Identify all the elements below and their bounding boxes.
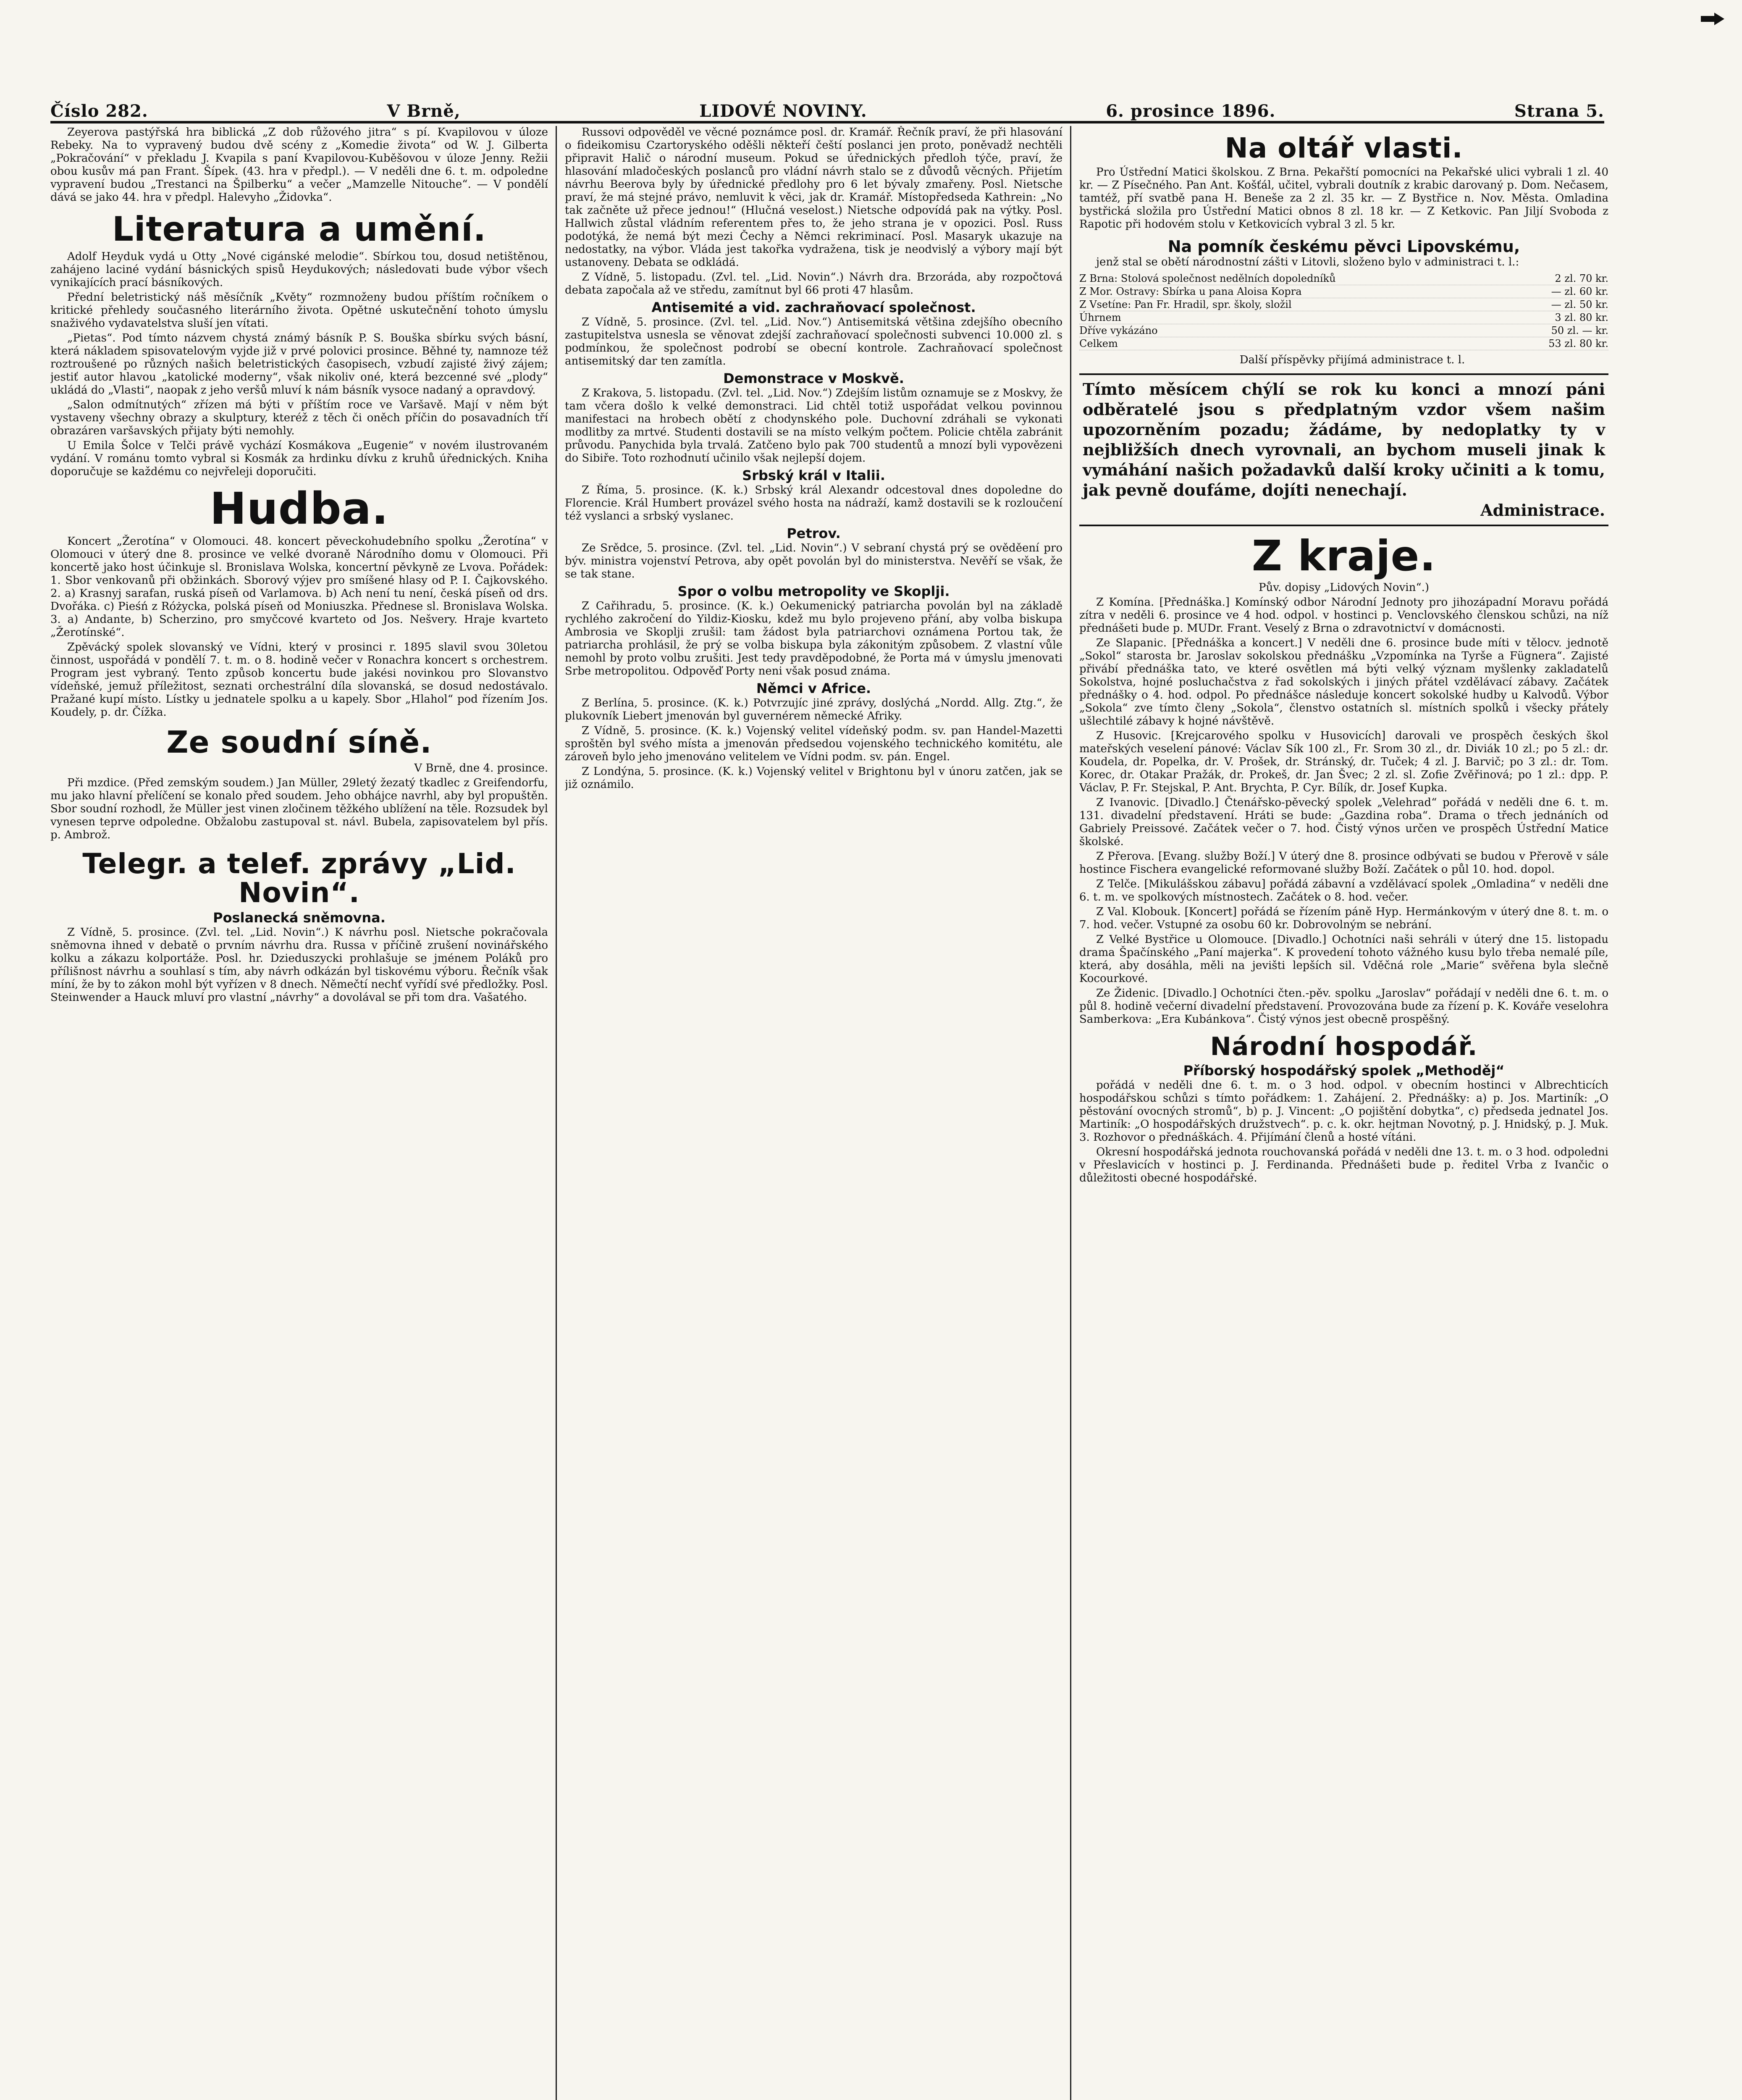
article-paragraph: Ze Židenic. [Divadlo.] Ochotníci čten.-pěv. spolku „Jaroslav“ pořádají v neděli dne 6. t. m. o půl 8. hodině večerní divadelní představení. Provozována bude za řízení p. K. Kováře veselohra Samberkova: „Era Kubánkova“. Čistý výnos jest obecně prospěšný. bbox=[1079, 987, 1608, 1026]
subheading: Spor o volbu metropolity ve Skoplji. bbox=[677, 583, 950, 599]
article-paragraph: Z Berlína, 5. prosince. (K. k.) Potvrzujíc jiné zprávy, doslýchá „Nordd. Allg. Ztg.“, že plukovník Liebert jmenován byl guvernérem německé Afriky. bbox=[565, 697, 1063, 722]
article-paragraph: Z Vídně, 5. prosince. (Zvl. tel. „Lid. Nov.“) Antisemitská většina zdejšího obecního zastupitelstva usnesla se věnovat zdejší zachraňovací společnosti subvenci 10.000 zl. s podmínkou, že společnost podrobí se obecní kontrole. Zachraňovací společnost antisemitský dar ten zamítla. bbox=[565, 316, 1063, 368]
article-paragraph: Z Telče. [Mikulášskou zábavu] pořádá zábavní a vzdělávací spolek „Omladina“ v neděli dne 6. t. m. ve spolkových místnostech. Začátek o 8. hod. večer. bbox=[1079, 878, 1608, 904]
table-row: Z Brna: Stolová společnost nedělních dopoledníků 2 zl. 70 kr. bbox=[1079, 273, 1608, 285]
notice-text: Tímto měsícem chýlí se rok ku konci a mnozí páni odběratelé jsou s předplatným vzdor všem našim upozorněním pozadu; žádáme, by nedoplatky ty v nejbližších dnech vyrovnali, an bychom museli jinak k vymáhání našich požadavků další kroky učiniti a k tomu, jak pevně doufáme, dojíti nenechají. bbox=[1083, 380, 1605, 500]
section-heading-fatherland: Na oltář vlasti. bbox=[1225, 132, 1463, 164]
article-paragraph: Z Vídně, 5. listopadu. (Zvl. tel. „Lid. Novin“.) Návrh dra. Brzoráda, aby rozpočtová debata započala až ve středu, zamítnut byl 66 proti 47 hlasům. bbox=[565, 271, 1063, 297]
article-paragraph: Z Vídně, 5. prosince. (Zvl. tel. „Lid. Novin“.) K návrhu posl. Nietsche pokračovala sněmovna ihned v debatě o prvním návrhu dra. Russa v příčině zrušení novinářského kolku a zákazu kolportáže. Posl. hr. Dzieduszycki prohlašuje se jménem Poláků pro přílišnost návrhu a souhlasí s tím, aby návrh odkázán byl tiskovému výboru. Řečník však míní, že by to zákon mohl být vyřízen v 8 dnech. Němečtí nechť vyřídí své předložky. Posl. Steinwender a Hauck mluví pro vlastní „návrhy“ a dovolával se při tom dra. Vašatého. bbox=[50, 926, 548, 1004]
section-heading-court: Ze soudní síně. bbox=[166, 724, 432, 760]
subheading: Příborský hospodářský spolek „Methoděj“ bbox=[1183, 1063, 1505, 1079]
article-paragraph: Z Vídně, 5. prosince. (K. k.) Vojenský velitel vídeňský podm. sv. pan Handel-Mazetti sproštěn byl svého místa a jmenován předsedou vojenského technického komitétu, ale zároveň bylo jeho jmenováno velitelem ve Vídni podm. sv. pán. Engel. bbox=[565, 724, 1063, 763]
section-heading-region: Z kraje. bbox=[1251, 531, 1436, 581]
article-paragraph: Z Husovic. [Krejcarového spolku v Husovicích] darovali ve prospěch českých škol mateřských veselení pánové: Václav Sík 100 zl., Fr. Srom 30 zl., dr. Diviák 10 zl.; po 5 zl.: dr. Koudela, dr. Popelka, dr. V. Prošek, dr. Stránský, dr. Tuček; 4 zl. J. Barvič; po 3 zl.: dr. Tom. Korec, dr. Otakar Pražák, dr. Prokeš, dr. Jan Švec; 2 zl. sl. Zofie Zvěřinová; po 1 zl.: dpp. P. Václav, P. Fr. Stejskal, P. Ant. Brychta, P. Cyr. Bílík, dr. Josef Kupka. bbox=[1079, 730, 1608, 795]
article-paragraph: Při mzdice. (Před zemským soudem.) Jan Müller, 29letý žezatý tkadlec z Greifendorfu, mu jako hlavní přelíčení se konalo před soudem. Jeho obhájce navrhl, aby byl propuštěn. Sbor soudní rozhodl, že Müller jest vinen zločinem těžkého ublížení na těle. Rozsudek byl vynesen teprve odpoledne. Obžalobu zastupoval st. návl. Bubela, zapisovatelem byl přís. p. Ambrož. bbox=[50, 776, 548, 841]
table-row: Celkem 53 zl. 80 kr. bbox=[1079, 338, 1608, 350]
article-paragraph: Z Ivanovic. [Divadlo.] Čtenářsko-pěvecký spolek „Velehrad“ pořádá v neděli dne 6. t. m. 131. divadelní představení. Hráti se bude: „Gazdina roba“. Drama o třech jednáních od Gabriely Preissové. Začátek večer o 7. hod. Čistý výnos určen ve prospěch Ústřední Matice školské. bbox=[1079, 796, 1608, 848]
subheading: Srbský král v Italii. bbox=[742, 467, 885, 483]
article-paragraph: Z Přerova. [Evang. služby Boží.] V úterý dne 8. prosince odbývati se budou v Přerově v sále hostince Fischera evangelické reformované služby Boží. Začátek o půl 10. hod. dopol. bbox=[1079, 850, 1608, 876]
article-paragraph: Z Říma, 5. prosince. (K. k.) Srbský král Alexandr odcestoval dnes dopoledne do Florencie. Král Humbert provázel svého hosta na nádraží, kamž dostavili se k rozloučení též vyslanci a srbský vyslanec. bbox=[565, 484, 1063, 522]
column-1 bbox=[50, 126, 548, 2100]
place: V Brně, bbox=[387, 101, 461, 121]
article-paragraph: Ze Srědce, 5. prosince. (Zvl. tel. „Lid. Novin“.) V sebraní chystá prý se ověděení pro býv. ministra vojenství Petrova, aby opět povolán byl do ministerstva. Nevěří se však, že se tak stane. bbox=[565, 542, 1063, 580]
notice-signature: Administrace. bbox=[1480, 501, 1605, 520]
article-paragraph: pořádá v neděli dne 6. t. m. o 3 hod. odpol. v obecním hostinci v Albrechticích hospodářskou schůzi s tímto pořádkem: 1. Zahájení. 2. Přednášky: a) p. Jos. Martiník: „O pěstování ovocných stromů“, b) p. J. Vincent: „O pojištění dobytka“, c) předseda jednatel Jos. Martiník: „O hospodářských družstvech“. p. c. k. okr. hejtman Novotný, p. J. Hnidský, p. J. Muk. 3. Rozhovor o přednáškách. 4. Přijímání členů a hosté vítáni. bbox=[1079, 1079, 1608, 1144]
article-paragraph: Okresní hospodářská jednota rouchovanská pořádá v neděli dne 13. t. m. o 3 hod. odpoledni v Přeslavicích v hostinci p. J. Ferdinanda. Přednášeti bude p. ředitel Vrba z Ivančic o důležitosti obecné hospodářské. bbox=[1079, 1146, 1608, 1185]
article-paragraph: Z Velké Bystřice u Olomouce. [Divadlo.] Ochotníci naši sehráli v úterý dne 15. listopadu drama Špačínského „Paní majerka“. K provedení tohoto vážného kusu bylo třeba nemalé píle, která, aby dosáhla, měli na jevišti lepších sil. Vděčná role „Marie“ svěřena byla slečně Kocourkové. bbox=[1079, 933, 1608, 985]
section-heading-economy: Národní hospodář. bbox=[1210, 1032, 1478, 1062]
section-heading-music: Hudba. bbox=[210, 483, 389, 534]
article-paragraph: Z Londýna, 5. prosince. (K. k.) Vojenský velitel v Brightonu byl v únoru zatčen, jak se již oznámilo. bbox=[565, 765, 1063, 791]
masthead bbox=[50, 96, 1604, 123]
table-row: Z Mor. Ostravy: Sbírka u pana Aloisa Kopra — zl. 60 kr. bbox=[1079, 286, 1608, 298]
issue-number: Číslo 282. bbox=[50, 101, 148, 121]
subheading: Petrov. bbox=[787, 525, 841, 541]
article-paragraph: jenž stal se obětí národnostní zášti v Litovli, složeno bylo v administraci t. l.: bbox=[1096, 256, 1519, 269]
subheading: Antisemité a vid. zachraňovací společnost. bbox=[651, 299, 976, 315]
article-paragraph: Zpěvácký spolek slovanský ve Vídni, který v prosinci r. 1895 slavil svou 30letou činnost, uspořádá v pondělí 7. t. m. o 8. hodině večer v Ronachra koncert s orchestrem. Program jest vybraný. Tento způsob koncertu bude jakési novinkou pro Slovanstvo vídeňské, jemuž příležitost, seznati orchestrální díla slovanská, se dosud nedostávalo. Pražané kupí místo. Lístky u jednatele spolku a u kapely. Sbor „Hlahol“ pod řízením Jos. Koudely, p. dr. Čížka. bbox=[50, 641, 548, 719]
subheading: Pův. dopisy „Lidových Novin“.) bbox=[1258, 581, 1430, 594]
table-note: Další příspěvky přijímá administrace t. l. bbox=[1239, 354, 1465, 367]
section-heading-telegrams: Telegr. a telef. zprávy „Lid. Novin“. bbox=[82, 847, 516, 909]
article-paragraph: Russovi odpověděl ve věcné poznámce posl. dr. Kramář. Řečník praví, že při hlasování o fideikomisu Czartoryského oděšli někteří čeští poslanci jen proto, poněvadž nechtěli připravit Halič o národní museum. Pokud se úřednických předloh týče, praví, že hlasování mladočeských poslanců pro vládní návrh stalo se z důvodů věcných. Přijetím návrhu Beerova byly by úřednické předlohy pro 6 let bývaly zmařeny. Posl. Nietsche praví, že má stejné právo, nemluvit k věci, jak dr. Kramář. Místopředseda Kathrein: „No tak začněte už přece jednou!“ (Hlučná veselost.) Nietsche odpovídá pak na výtky. Posl. Hallwich zůstal vládním referentem přes to, že jeho strana je v opozici. Posl. Russ podotýká, že nemá být mezi Čechy a Němci rekriminací. Posl. Masaryk ukazuje na nedostatky, na výbor. Vláda jest takořka vydražena, tisk je neodvislý a výbory mají být ustanoveny. Debata se odkládá. bbox=[565, 126, 1063, 269]
article-paragraph: Pro Ústřední Matici školskou. Z Brna. Pekařští pomocníci na Pekařské ulici vybrali 1 zl. 40 kr. — Z Písečného. Pan Ant. Košťál, učitel, vybrali doutník z krabic darovaný p. Dom. Nečasem, tamtéž, pří svatbě pana H. Beneše za 2 zl. 35 kr. — Z Bystřice n. Nov. Města. Omladina bystřická složila pro Ústřední Matici obnos 8 zl. 18 kr. — Z Ketkovic. Pan Jiljí Svoboda z Rapotic při hodovém stolu v Ketkovicích vybral 3 zl. 5 kr. bbox=[1079, 166, 1608, 231]
article-paragraph: Adolf Heyduk vydá u Otty „Nové cigánské melodie“. Sbírkou tou, dosud netištěnou, zahájeno laciné vydání básnických spisů Heydukových; následovati bude výbor všech vynikajících prací básníkových. bbox=[50, 250, 548, 289]
section-heading-literature: Literatura a umění. bbox=[112, 210, 486, 249]
date: 6. prosince 1896. bbox=[1106, 101, 1276, 121]
dateline: V Brně, dne 4. prosince. bbox=[414, 761, 548, 774]
subscription-notice bbox=[1079, 373, 1608, 526]
subheading: Demonstrace v Moskvě. bbox=[723, 370, 904, 386]
subheading: Němci v Africe. bbox=[756, 680, 871, 696]
column-2 bbox=[565, 126, 1063, 2100]
donation-table bbox=[1079, 272, 1608, 350]
paper-title: LIDOVÉ NOVINY. bbox=[699, 101, 867, 121]
column-3 bbox=[1079, 126, 1608, 2100]
subheading: Poslanecká sněmovna. bbox=[213, 910, 386, 926]
page-number: Strana 5. bbox=[1514, 101, 1604, 121]
table-row: Úhrnem 3 zl. 80 kr. bbox=[1079, 312, 1608, 324]
article-paragraph: Ze Slapanic. [Přednáška a koncert.] V neděli dne 6. prosince bude míti v tělocv. jednotě „Sokol“ starosta br. Jaroslav sokolskou přednášku „Vzpomínka na Tyrše a Fügnera“. Zajisté přivábí přednáška tato, ve které osvětlen má býti velký význam myšlenky zakladatelů Sokolstva, hojné posluchačstva z řad sokolských i jiných přátel vzdělávací zábavy. Začátek přednášky o 4. hod. odpol. Po přednášce následuje koncert sokolské hudby u Kalvodů. Výbor „Sokola“ zve tímto členy „Sokola“, členstvo ostatních sl. místních spolků i všecky přátely ušlechtilé zábavy k hojné návštěvě. bbox=[1079, 637, 1608, 728]
article-paragraph: Z Krakova, 5. listopadu. (Zvl. tel. „Lid. Nov.“) Zdejším listům oznamuje se z Moskvy, že tam včera došlo k velké demonstraci. Lid chtěl totiž uspořádat velkou povinnou manifestaci na hrobech obětí z chodynského pole. Duchovní zdráhali se vykonati modlitby za mrtvé. Studenti dostavili se na místo velkým počtem. Policie chtěla zabránit průvodu. Panychida byla trvalá. Zatčeno bylo pak 700 studentů a mnozí byli vypovězeni do Sibiře. Toto rozhodnutí učinilo však nejlepší dojem. bbox=[565, 387, 1063, 465]
article-paragraph: Koncert „Žerotína“ v Olomouci. 48. koncert pěveckohudebního spolku „Žerotína“ v Olomouci v úterý dne 8. prosince ve velké dvoraně Národního domu v Olomouci. Při koncertě jako host účinkuje sl. Bronislava Wolska, koncertní pěvkyně ze Lvova. Pořádek: 1. Sbor venkovanů při obžinkách. Sborový výjev pro smíšené hlasy od P. I. Čajkovského. 2. a) Krasnyj sarafan, ruská píseň od Varlamova. b) Ach není tu není, česká píseň od drs. Dvořáka. c) Pieśń z Różycka, polská píseň od Moniuszka. Přednese sl. Bronislava Wolska. 3. a) Andante, b) Scherzino, pro smyčcové kvarteto od Jos. Nešvery. Hraje kvarteto „Žerotínské“. bbox=[50, 535, 548, 639]
table-row: Z Vsetíne: Pan Fr. Hradil, spr. školy, složil — zl. 50 kr. bbox=[1079, 299, 1608, 311]
article-paragraph: Přední beletristický náš měsíčník „Květy“ rozmnoženy budou příštím ročníkem o kritické přehledy současného literárního života. Opětné uskutečnění tohoto úmyslu snaživého vydavatelstva sluší jen vítati. bbox=[50, 291, 548, 330]
subheading: Na pomník českému pěvci Lipovskému, bbox=[1167, 237, 1520, 256]
pointing-hand-icon bbox=[1700, 10, 1725, 28]
table-row: Dříve vykázáno 50 zl. — kr. bbox=[1079, 325, 1608, 337]
column-divider bbox=[556, 126, 557, 2100]
theatre-intro: Zeyerova pastýřská hra biblická „Z dob růžového jitra“ s pí. Kvapilovou v úloze Rebeky. Na to vypravený budou dvě scény z „Komedie života“ od W. J. Gilberta „Pokračování“ v překladu J. Kvapila s paní Kvapilovou-Kuběšovou v úloze Jenny. Režii obou kusův má pan Frant. Šípek. (43. hra v předpl.). — V neděli dne 6. t. m. odpoledne vypravení budou „Trestanci na Špilberku“ a večer „Mamzelle Nitouche“. — V pondělí dává se jako 44. hra v předpl. Halevyho „Židovka“. bbox=[50, 126, 548, 204]
column-divider bbox=[1070, 126, 1071, 2100]
article-paragraph: „Salon odmítnutých“ zřízen má býti v příštím roce ve Varšavě. Mají v něm být vystaveny všechny obrazy a skulptury, kteréž z těch či oněch příčin do posavadních tří obrazáren varšavských přijaty býti nemohly. bbox=[50, 399, 548, 437]
article-paragraph: U Emila Šolce v Telči právě vychází Kosmákova „Eugenie“ v novém ilustrovaném vydání. V románu tomto vybral si Kosmák za hrdinku dívku z kruhů úřednických. Kniha doporučuje se každému co nejvřeleji doporučiti. bbox=[50, 439, 548, 478]
article-paragraph: Z Cařihradu, 5. prosince. (K. k.) Oekumenický patriarcha povolán byl na základě rychlého zakročení do Yildiz-Kiosku, kdež mu bylo projeveno přání, aby volba biskupa Ambrosia ve Skoplji zrušil: tam žádost byla patriarchovi oznámena Portou tak, že patriarcha prohlásil, že prý se volba biskupa byla zákonitým způsobem. Z vlastní vůle nemohl by proto volbu zrušiti. Jest tedy pravděpodobné, že Porta má v úmyslu jmenovati Srbe metropolitou. Odpověď Porty neni však posud známa. bbox=[565, 600, 1063, 677]
article-paragraph: Z Komína. [Přednáška.] Komínský odbor Národní Jednoty pro jihozápadní Moravu pořádá zítra v neděli 6. prosince ve 4 hod. odpol. v hostinci p. Venclovského členskou schůzi, na níž přednášeti bude p. MUDr. Frant. Veselý z Brna o zdravotnictví v domácnosti. bbox=[1079, 596, 1608, 635]
article-paragraph: „Pietas“. Pod tímto názvem chystá známý básník P. S. Bouška sbírku svých básní, která nákladem spisovatelovým vyjde již v prvé polovici prosince. Běhné ty, namnoze též roztroušené po různých našich beletristických časopisech, vzbudí zajisté živý zájem; jestiť autor hlavou „katolické moderny“, však nikoliv oné, která bezcenné své „plody“ ukládá do „Vlasti“, naopak z jeho veršů mluví k nám básník vysoce nadaný a opravdový. bbox=[50, 332, 548, 396]
article-paragraph: Z Val. Klobouk. [Koncert] pořádá se řízením páně Hyp. Hermánkovým v úterý dne 8. t. m. o 7. hod. večer. Vstupné za osobu 60 kr. Dobrovolným se nebrání. bbox=[1079, 906, 1608, 932]
